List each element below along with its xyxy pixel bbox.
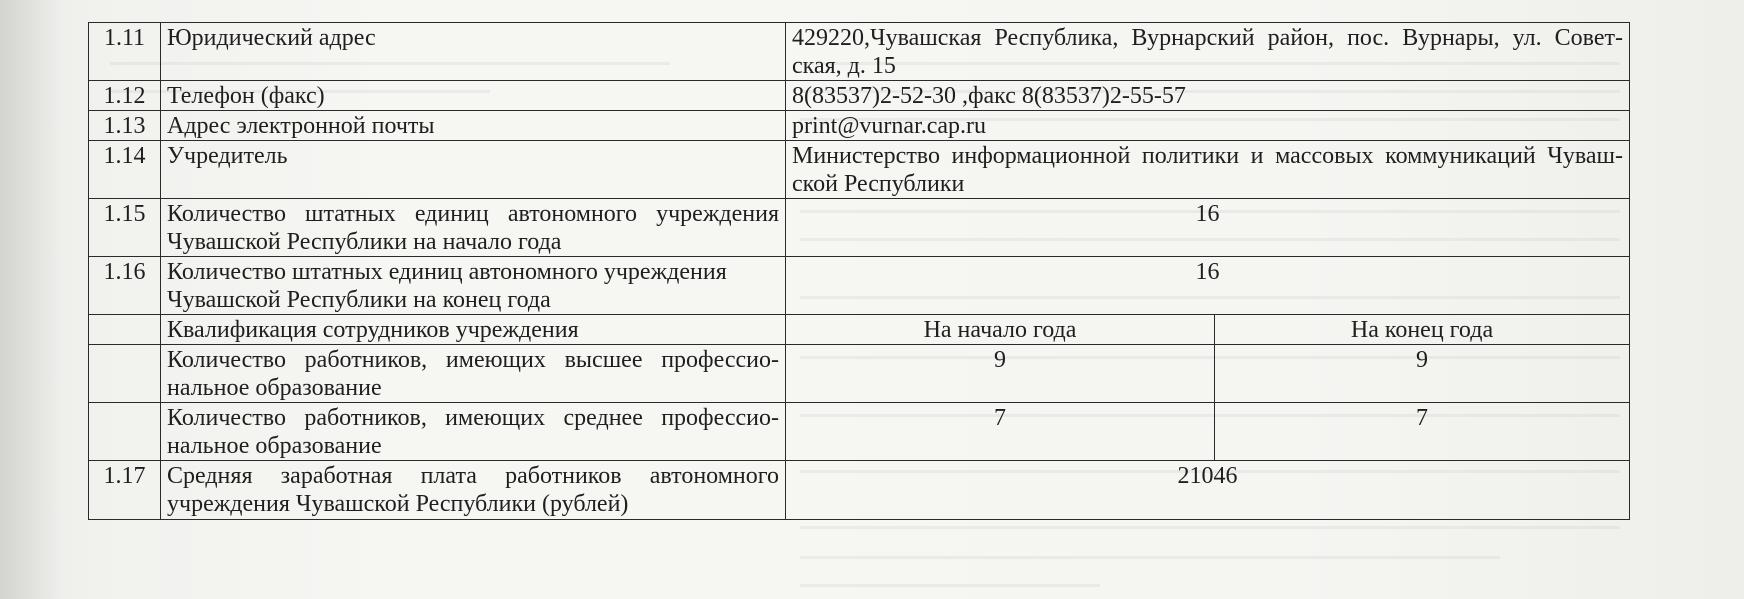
higher-ed-start-value: 9	[786, 345, 1215, 403]
row-number: 1.15	[89, 199, 161, 257]
secondary-ed-start-value: 7	[786, 403, 1215, 461]
row-label: Количество работников, имеющих высшее профессио-нальное образование	[161, 345, 786, 403]
table-row	[89, 257, 1630, 315]
table-row	[89, 81, 1630, 111]
table-row	[89, 111, 1630, 141]
info-table	[88, 22, 1630, 520]
row-label: Адрес электронной почты	[161, 111, 786, 141]
staff-units-start-value: 16	[786, 199, 1630, 257]
row-number: 1.12	[89, 81, 161, 111]
staff-units-end-value: 16	[786, 257, 1630, 315]
row-number: 1.13	[89, 111, 161, 141]
row-label: Учредитель	[161, 141, 786, 199]
phone-fax-value: 8(83537)2-52-30 ,факс 8(83537)2-55-57	[786, 81, 1630, 111]
row-number: 1.11	[89, 23, 161, 81]
row-number: 1.17	[89, 461, 161, 520]
average-salary-value: 21046	[786, 461, 1630, 520]
email-value: print@vurnar.cap.ru	[786, 111, 1630, 141]
page-edge-shadow	[0, 0, 60, 599]
table-row	[89, 315, 1630, 345]
table-row	[89, 141, 1630, 199]
row-label: Телефон (факс)	[161, 81, 786, 111]
higher-ed-end-value: 9	[1215, 345, 1630, 403]
row-label: Количество работников, имеющих среднее профессио-нальное образование	[161, 403, 786, 461]
start-of-year-header: На начало года	[786, 315, 1215, 345]
row-label: Количество штатных единиц автономного учреждения Чувашской Республики на конец года	[161, 257, 786, 315]
founder-value: Министерство информационной политики и массовых коммуникаций Чуваш-ской Республики	[786, 141, 1630, 199]
row-number: 1.14	[89, 141, 161, 199]
row-number: 1.16	[89, 257, 161, 315]
row-label: Количество штатных единиц автономного учреждения Чувашской Республики на начало года	[161, 199, 786, 257]
row-label: Квалификация сотрудников учреждения	[161, 315, 786, 345]
row-label: Юридический адрес	[161, 23, 786, 81]
row-number-empty	[89, 345, 161, 403]
table-row	[89, 345, 1630, 403]
row-number-empty	[89, 403, 161, 461]
table-row	[89, 403, 1630, 461]
table-row	[89, 23, 1630, 81]
table-row	[89, 199, 1630, 257]
secondary-ed-end-value: 7	[1215, 403, 1630, 461]
end-of-year-header: На конец года	[1215, 315, 1630, 345]
legal-address-value: 429220,Чувашская Республика, Вурнарский район, пос. Вурнары, ул. Совет-ская, д. 15	[786, 23, 1630, 81]
row-label: Средняя заработная плата работников автономного учреждения Чувашской Республики (рублей)	[161, 461, 786, 520]
table-row	[89, 461, 1630, 520]
row-number-empty	[89, 315, 161, 345]
